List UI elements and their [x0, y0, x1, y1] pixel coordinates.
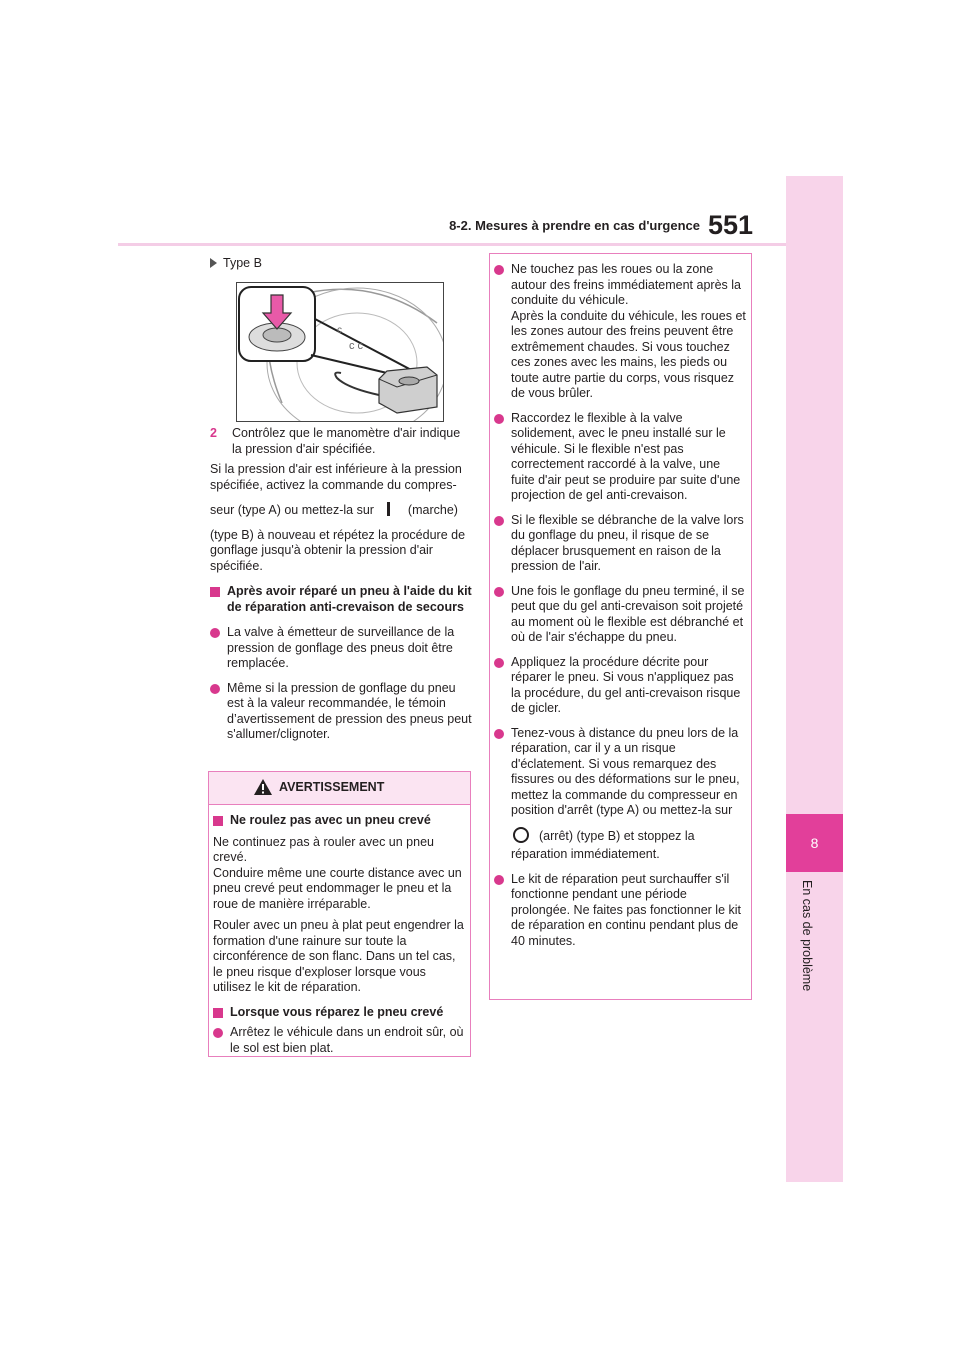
after-repair-heading: Après avoir réparé un pneu à l'aide du kit de réparation anti-crevaison de secours: [210, 584, 472, 615]
warning-paragraph: Rouler avec un pneu à plat peut engendrer la formation d'une rainure sur toute la circonférence de son flanc. Dans un tel cas, le pneu risque d'exploser lorsque vous utilisez le kit de réparation.: [213, 918, 464, 994]
figure-illustration: [236, 282, 444, 422]
warning-continuation-box: [489, 253, 752, 1000]
header-divider: [118, 243, 786, 246]
step-text: Contrôlez que le manomètre d'air indique la pression d'air spécifiée.: [232, 426, 461, 456]
section-title: 8-2. Mesures à prendre en cas d'urgence: [449, 218, 700, 233]
list-item: Ne touchez pas les roues ou la zone autour des freins immédiatement après la conduite du véhicule.: [494, 262, 746, 309]
step-number: 2: [210, 426, 217, 440]
warning-paragraph: Ne continuez pas à rouler avec un pneu crevé.: [213, 834, 434, 864]
compressor-illustration: [237, 283, 443, 421]
svg-text:c: c: [337, 325, 342, 336]
svg-text:c c: c c: [349, 340, 364, 352]
type-b-label: Type B: [210, 256, 470, 272]
warning-heading-repair: Lorsque vous réparez le pneu crevé: [213, 1005, 465, 1021]
chapter-number: 8: [786, 814, 843, 872]
list-item: Si le flexible se débranche de la valve lors du gonflage du pneu, il risque de se déplacer brusquement en raison de la pression de l'air.: [494, 513, 746, 575]
pressure-paragraph-line: seur (type A) ou mettez-la sur (marche): [210, 503, 458, 517]
list-item: Appliquez la procédure décrite pour réparer le pneu. Si vous n'appliquez pas la procédure, du gel anti-crevaison risque de gicler.: [494, 655, 746, 717]
list-item: Même si la pression de gonflage du pneu est à la valeur recommandée, le témoin d’avertissement de pression des pneus peut s'allumer/clignoter.: [210, 681, 472, 743]
list-item: Une fois le gonflage du pneu terminé, il se peut que du gel anti-crevaison soit projeté au moment où le flexible est débranché et où de l'air s'échappe du pneu.: [494, 584, 746, 646]
warning-heading-flat-tire: Ne roulez pas avec un pneu crevé: [213, 813, 465, 829]
list-item: Tenez-vous à distance du pneu lors de la réparation, car il y a un risque d'éclatement. Si vous remarquez des fissures ou des déformations sur le pneu, mettez la commande du compresseur en position d'arrêt (type A) ou mettez-la sur: [494, 726, 746, 819]
warning-title: AVERTISSEMENT: [279, 780, 385, 794]
warning-paragraph: Conduire même une courte distance avec un pneu crevé peut endommager le pneu et la roue de manière irréparable.: [213, 865, 462, 911]
page-number: 551: [708, 210, 754, 240]
list-item: Arrêtez le véhicule dans un endroit sûr, où le sol est bien plat.: [213, 1025, 465, 1056]
list-item: Raccordez le flexible à la valve solidement, avec le pneu installé sur le véhicule. Si le flexible n'est pas correctement raccordé à la valve, une fuite d'air peut se produire par suite d'une projection de gel anti-crevaison.: [494, 411, 746, 504]
step-2: [210, 426, 472, 457]
list-item-continuation: Après la conduite du véhicule, les roues et les zones autour des freins peuvent être extrêmement chaudes. Si vous touchez ces zones avec les mains, les pieds ou toute autre partie du corps, vous risquez de vous brûler.: [511, 308, 746, 400]
list-item-continuation: (arrêt) (type B) et stoppez la réparation immédiatement.: [511, 828, 695, 861]
arrow-icon: [210, 258, 217, 268]
on-symbol-icon: [387, 502, 390, 516]
pressure-paragraph-start: Si la pression d'air est inférieure à la pression spécifiée, activez la commande du compres-: [210, 462, 462, 492]
warning-box: [208, 771, 471, 1057]
warning-header: [209, 772, 470, 805]
list-item: La valve à émetteur de surveillance de la pression de gonflage des pneus doit être remplacée.: [210, 625, 472, 672]
warning-icon: [253, 778, 273, 796]
chapter-label: En cas de problème: [800, 880, 814, 992]
off-symbol-icon: [513, 827, 529, 843]
pressure-paragraph-end: (type B) à nouveau et répétez la procédure de gonflage jusqu'à obtenir la pression d'air spécifiée.: [210, 527, 466, 573]
chapter-tab: [786, 176, 843, 1182]
list-item: Le kit de réparation peut surchauffer s'il fonctionne pendant une période prolongée. Ne faites pas fonctionner le kit de réparation en continu pendant plus de 40 minutes.: [494, 872, 746, 950]
